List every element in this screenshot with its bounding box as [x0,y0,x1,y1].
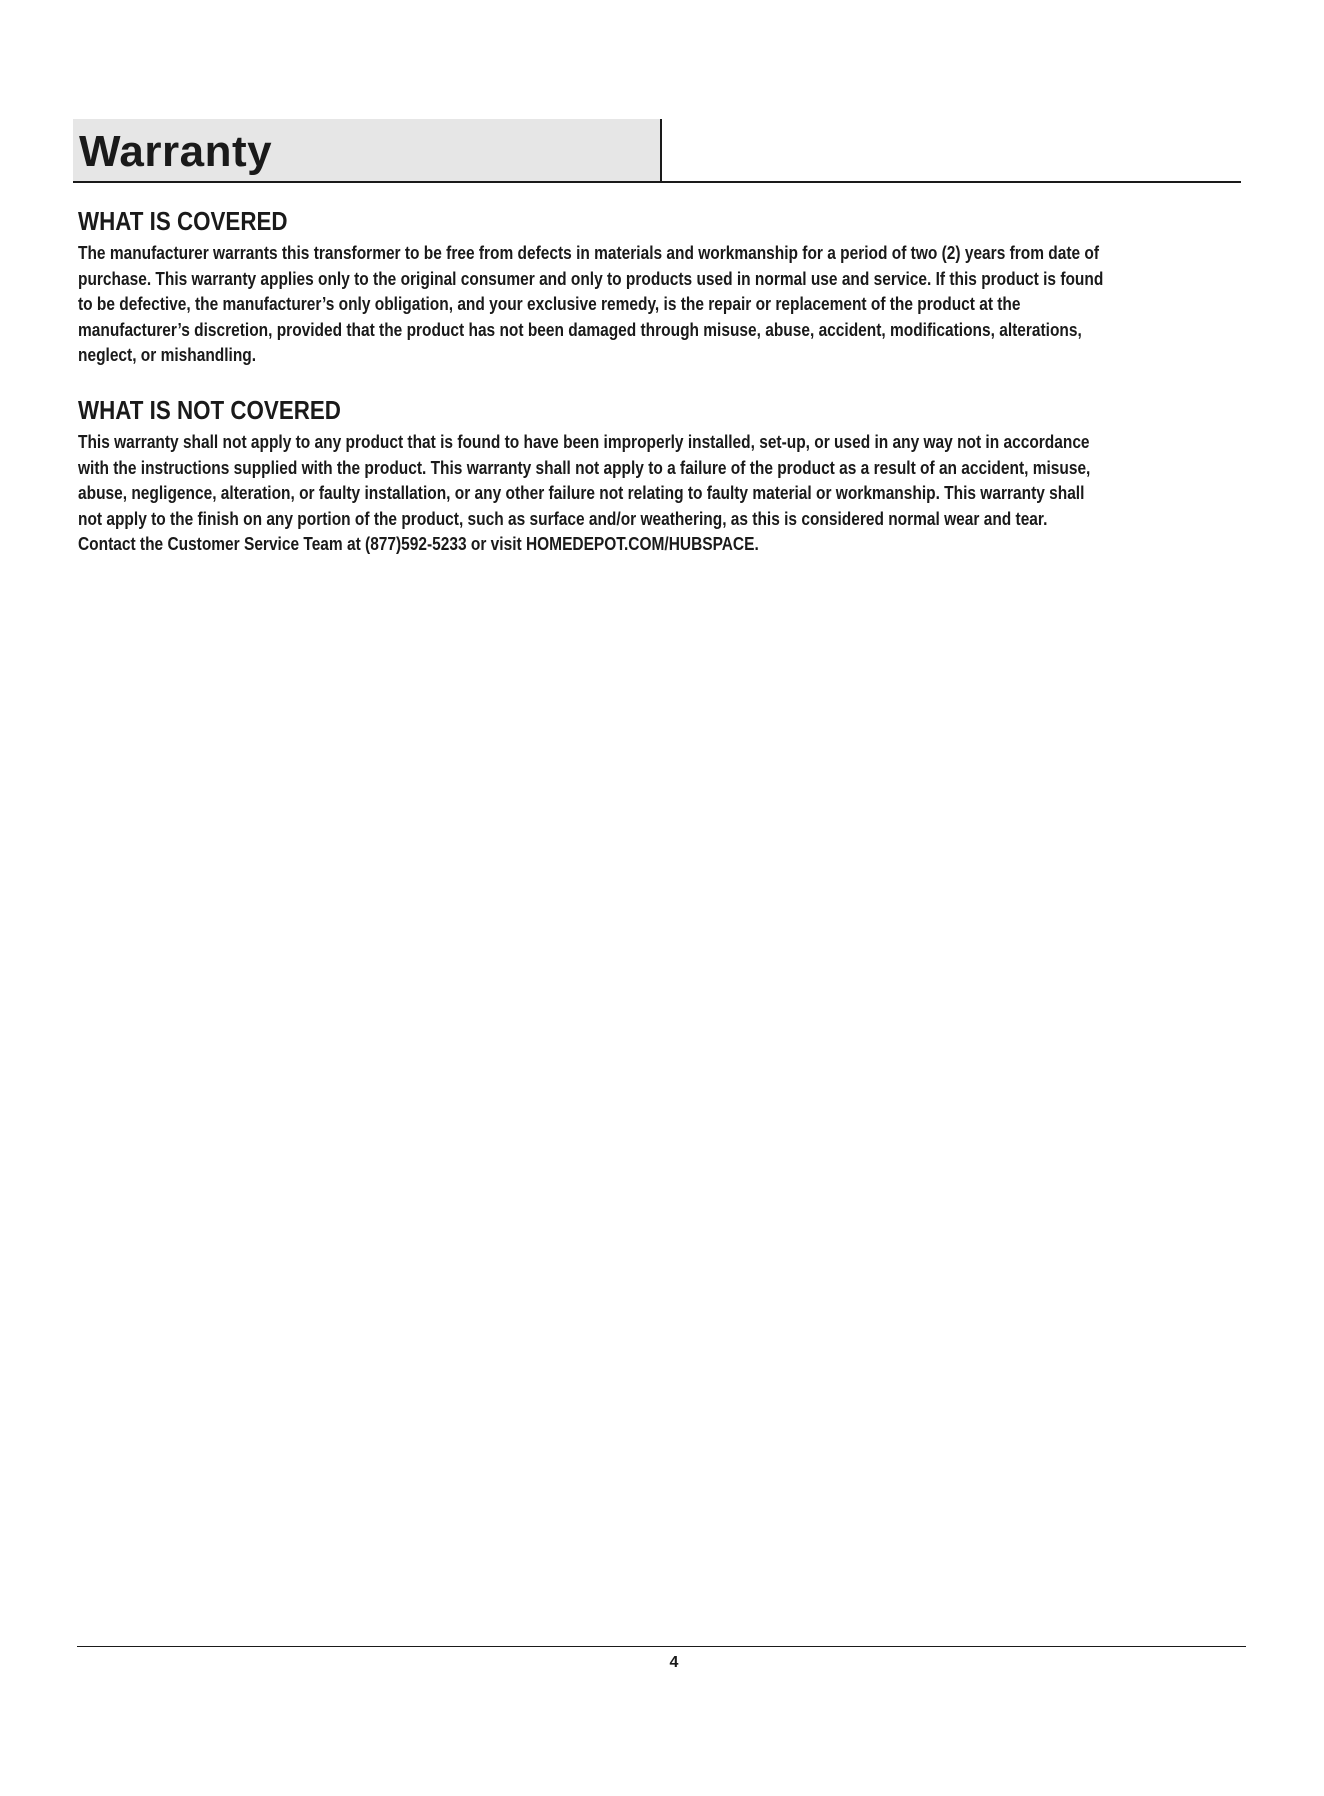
body-line: manufacturer’s discretion, provided that the product has not been damaged through misuse, abuse, accident, modifications, alterations, [78,319,1082,340]
section-heading: WHAT IS NOT COVERED [78,395,341,425]
title-divider [660,119,662,182]
contact-line: Contact the Customer Service Team at (877)592-5233 or visit HOMEDEPOT.COM/HUBSPACE. [78,534,759,554]
body-line: with the instructions supplied with the product. This warranty shall not apply to a failure of the product as a result of an accident, misuse, [78,457,1091,478]
section-body [78,430,1246,558]
section-what-is-covered [78,205,1246,369]
page-number: 4 [669,1654,679,1671]
footer-rule [77,1646,1246,1647]
body-line: abuse, negligence, alteration, or faulty installation, or any other failure not relating to faulty material or workmanship. This warranty shall [78,483,1085,503]
title-rule [73,181,1241,183]
body-line: to be defective, the manufacturer’s only obligation, and your exclusive remedy, is the repair or replacement of the product at the [78,294,1021,314]
section-what-is-not-covered [78,394,1246,558]
section-heading: WHAT IS COVERED [78,206,288,236]
page-title: Warranty [79,127,273,176]
body-line: The manufacturer warrants this transformer to be free from defects in materials and workmanship for a period of two (2) years from date of [78,243,1100,263]
body-line: This warranty shall not apply to any product that is found to have been improperly installed, set-up, or used in any way not in accordance [78,432,1090,452]
body-line: neglect, or mishandling. [78,345,257,365]
section-body [78,241,1246,369]
body-line: purchase. This warranty applies only to the original consumer and only to products used in normal use and service. If this product is found [78,268,1104,289]
body-line: not apply to the finish on any portion of the product, such as surface and/or weathering, as this is considered normal wear and tear. [78,508,1048,529]
